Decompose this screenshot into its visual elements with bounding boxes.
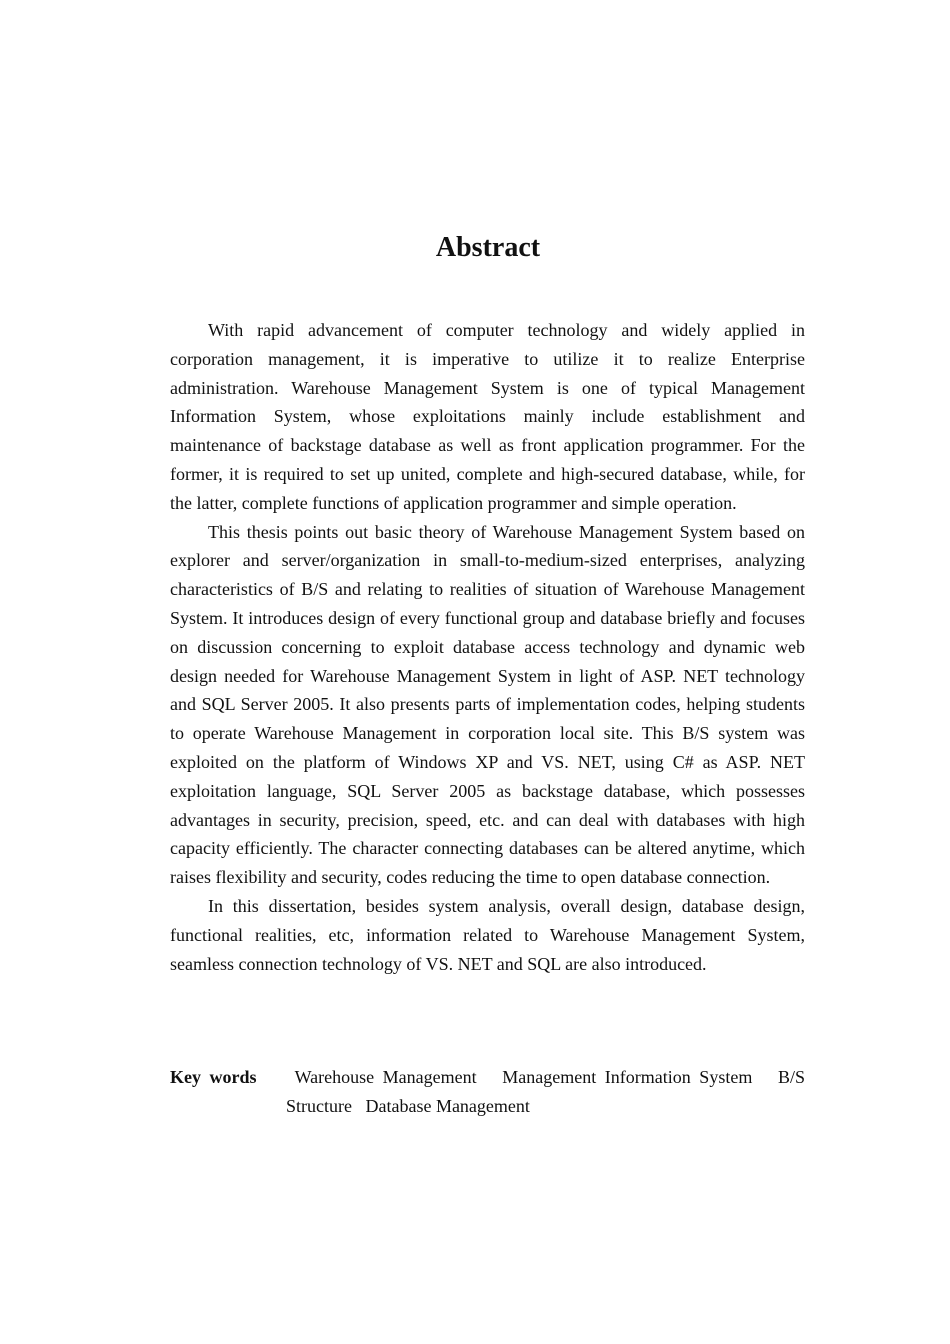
abstract-body [170, 316, 805, 978]
keywords-block [170, 1063, 810, 1121]
abstract-paragraph-1: With rapid advancement of computer technology and widely applied in corporation management, it is imperative to utilize it to realize Enterprise administration. Warehouse Management System is one of typical Management Information System, whose exploitations mainly include establishment and maintenance of backstage database as well as front application programmer. For the former, it is required to set up united, complete and high-secured database, while, for the latter, complete functions of application programmer and simple operation. [170, 320, 805, 513]
abstract-paragraph-3: In this dissertation, besides system analysis, overall design, database design, functional realities, etc, information related to Warehouse Management System, seamless connection technology of VS. NET and SQL are also introduced. [170, 895, 805, 974]
abstract-paragraph-2: This thesis points out basic theory of Warehouse Management System based on explorer and server/organization in small-to-medium-sized enterprises, analyzing characteristics of B/S and relating to realities of situation of Warehouse Management System. It introduces design of every functional group and database briefly and focuses on discussion concerning to exploit database access technology and dynamic web design needed for Warehouse Management System in light of ASP. NET technology and SQL Server 2005. It also presents parts of implementation codes, helping students to operate Warehouse Management in corporation local site. This B/S system was exploited on the platform of Windows XP and VS. NET, using C# as ASP. NET exploitation language, SQL Server 2005 as backstage database, which possesses advantages in security, precision, speed, etc. and can deal with databases with high capacity efficiently. The character connecting databases can be altered anytime, which raises flexibility and security, codes reducing the time to open database connection. [170, 521, 805, 888]
abstract-title: Abstract [435, 232, 541, 263]
keywords-label: Key words [170, 1067, 257, 1087]
keywords-list: Warehouse Management Management Information System B/S Structure Database Management [286, 1067, 810, 1116]
